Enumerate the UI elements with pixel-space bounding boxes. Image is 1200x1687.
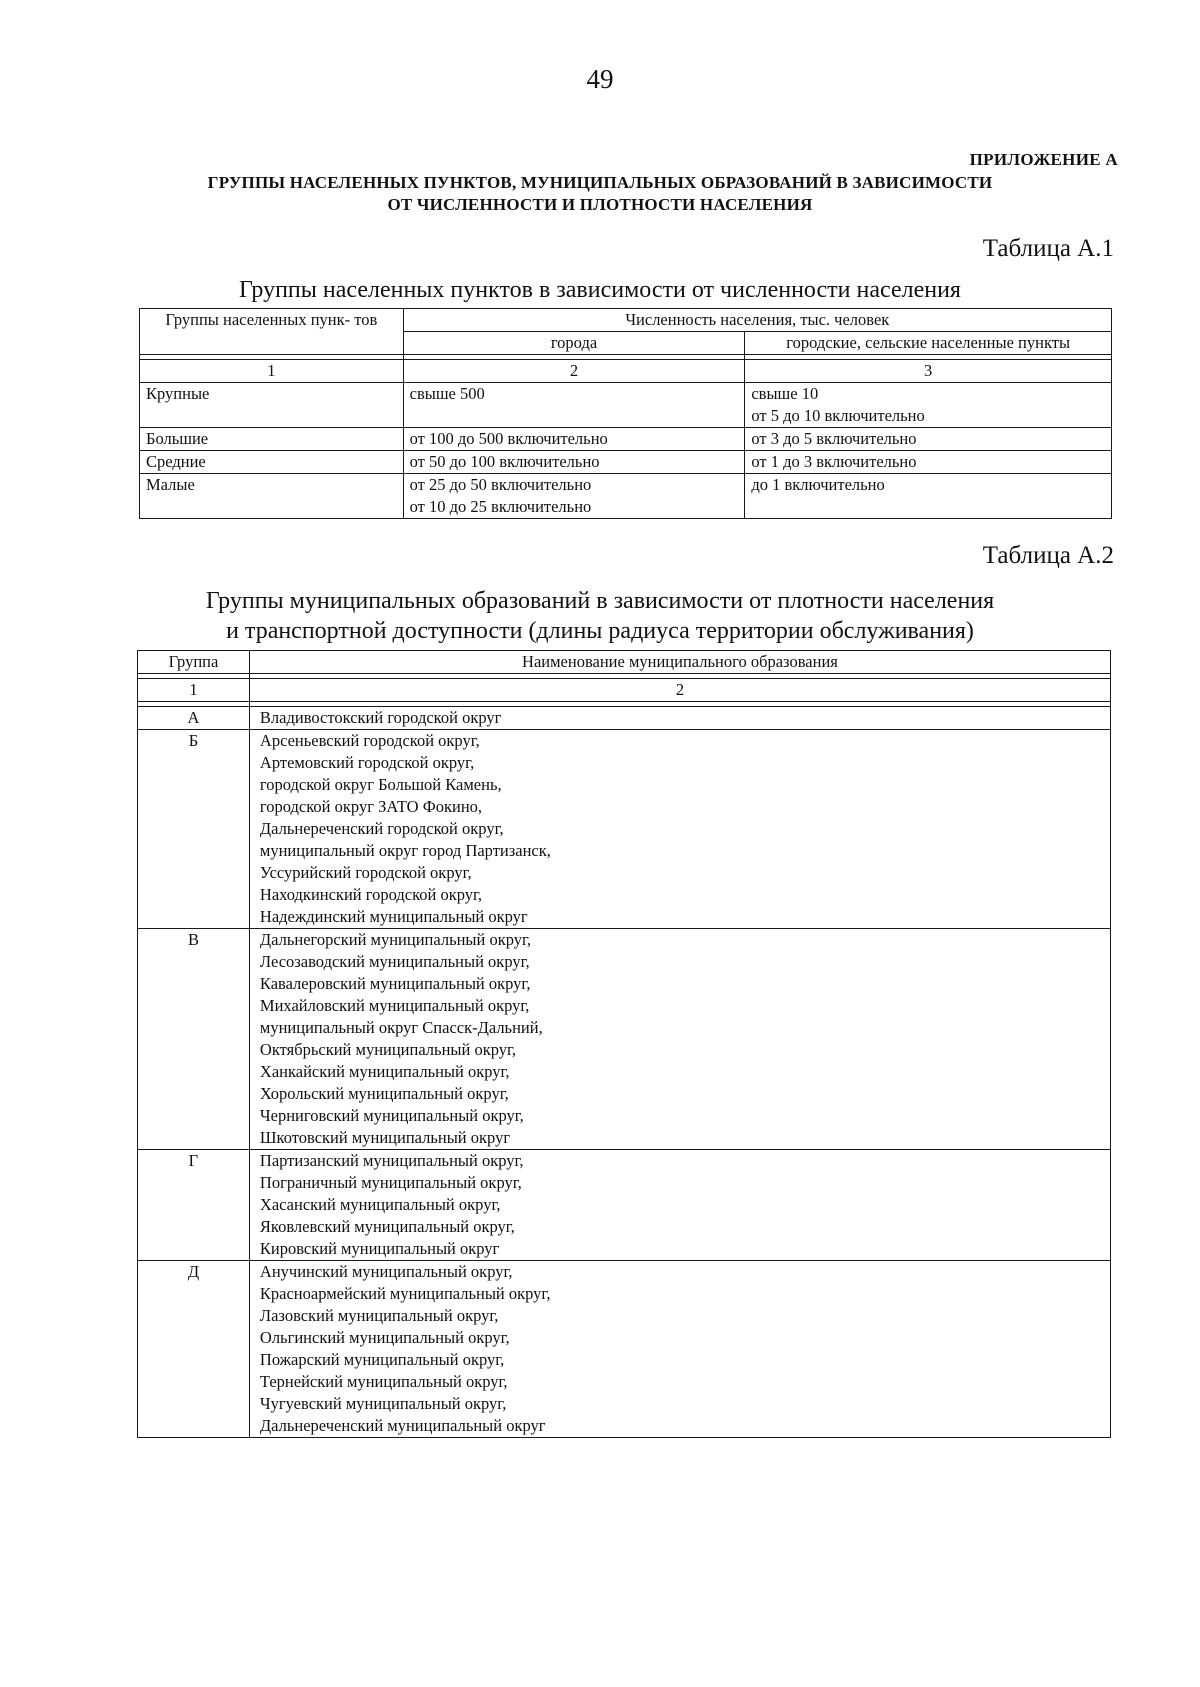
table-a2-label: Таблица А.2 [982, 542, 1114, 569]
municipality-name: Красноармейский муниципальный округ, [259, 1284, 551, 1303]
municipality-name: Шкотовский муниципальный округ [259, 1128, 511, 1147]
settlements-cell [745, 428, 1112, 451]
settlements-cell [745, 451, 1112, 474]
municipality-name: Находкинский городской округ, [259, 885, 483, 904]
municipality-name: Партизанский муниципальный округ, [259, 1151, 524, 1170]
municipality-name: муниципальный округ Спасск-Дальний, [259, 1018, 543, 1037]
municipality-name: Кировский муниципальный округ [259, 1239, 500, 1258]
municipality-name: Пограничный муниципальный округ, [259, 1173, 522, 1192]
col-number: 1 [140, 360, 404, 383]
group-cell: Г [138, 1150, 250, 1261]
col-number: 2 [249, 679, 1110, 702]
names-cell [249, 1261, 1110, 1438]
table-row [138, 1261, 1111, 1438]
group-cell: Б [138, 730, 250, 929]
municipality-name: Дальнереченский муниципальный округ [259, 1416, 546, 1435]
table-row [140, 451, 1112, 474]
municipality-name: Октябрьский муниципальный округ, [259, 1040, 517, 1059]
cell-line: от 25 до 50 включительно [409, 475, 592, 494]
table-row [138, 730, 1111, 929]
table-a1-caption: Группы населенных пунктов в зависимости от численности населения [239, 277, 961, 303]
group-cell: Д [138, 1261, 250, 1438]
table-a2 [137, 650, 1111, 1438]
municipality-name: Лесозаводский муниципальный округ, [259, 952, 530, 971]
municipality-name: Пожарский муниципальный округ, [259, 1350, 505, 1369]
header-group: Группа [138, 651, 250, 674]
header-settlements: городские, сельские населенные пункты [745, 332, 1112, 355]
group-cell: Большие [140, 428, 404, 451]
appendix-title [0, 172, 1200, 216]
table-row [138, 707, 1111, 730]
municipality-name: Лазовский муниципальный округ, [259, 1306, 499, 1325]
names-cell [249, 730, 1110, 929]
col-number: 2 [403, 360, 745, 383]
group-cell: А [138, 707, 250, 730]
header-cities: города [403, 332, 745, 355]
cell-line: от 10 до 25 включительно [409, 497, 592, 516]
table-row [140, 428, 1112, 451]
municipality-name: Артемовский городской округ, [259, 753, 475, 772]
table-a1-label: Таблица А.1 [982, 235, 1114, 262]
table-a2-caption [0, 586, 1200, 646]
group-cell: Малые [140, 474, 404, 519]
cell-line: свыше 500 [409, 384, 485, 403]
municipality-name: городской округ ЗАТО Фокино, [259, 797, 483, 816]
page-number: 49 [586, 64, 614, 94]
municipality-name: Арсеньевский городской округ, [259, 731, 480, 750]
cities-cell [403, 383, 745, 428]
municipality-name: Анучинский муниципальный округ, [259, 1262, 513, 1281]
cities-cell [403, 451, 745, 474]
municipality-name: Дальнегорский муниципальный округ, [259, 930, 532, 949]
table-a2-body [138, 707, 1111, 1438]
cities-cell [403, 428, 745, 451]
municipality-name: Владивостокский городской округ [259, 708, 502, 727]
municipality-name: Надеждинский муниципальный округ [259, 907, 528, 926]
municipality-name: городской округ Большой Камень, [259, 775, 502, 794]
cell-line: свыше 10 [751, 384, 819, 403]
col-number: 1 [138, 679, 250, 702]
table-row [140, 383, 1112, 428]
municipality-name: Михайловский муниципальный округ, [259, 996, 530, 1015]
municipality-name: Чугуевский муниципальный округ, [259, 1394, 507, 1413]
group-cell: Средние [140, 451, 404, 474]
settlements-cell [745, 383, 1112, 428]
appendix-title-line: ОТ ЧИСЛЕННОСТИ И ПЛОТНОСТИ НАСЕЛЕНИЯ [387, 195, 813, 214]
table-row [138, 929, 1111, 1150]
cell-line: от 1 до 3 включительно [751, 452, 917, 471]
cities-cell [403, 474, 745, 519]
table-row [140, 474, 1112, 519]
table-row [138, 1150, 1111, 1261]
cell-line: от 50 до 100 включительно [409, 452, 600, 471]
municipality-name: Яковлевский муниципальный округ, [259, 1217, 515, 1236]
col-number: 3 [745, 360, 1112, 383]
header-population: Численность населения, тыс. человек [403, 309, 1111, 332]
municipality-name: Черниговский муниципальный округ, [259, 1106, 524, 1125]
cell-line: до 1 включительно [751, 475, 885, 494]
group-cell: Крупные [140, 383, 404, 428]
header-groups: Группы населенных пунк- тов [140, 309, 404, 355]
municipality-name: Ольгинский муниципальный округ, [259, 1328, 510, 1347]
names-cell [249, 707, 1110, 730]
caption-line: Группы муниципальных образований в зависимости от плотности населения [205, 588, 995, 614]
municipality-name: Кавалеровский муниципальный округ, [259, 974, 531, 993]
table-a1 [139, 308, 1112, 519]
group-cell: В [138, 929, 250, 1150]
settlements-cell [745, 474, 1112, 519]
municipality-name: Уссурийский городской округ, [259, 863, 472, 882]
names-cell [249, 1150, 1110, 1261]
municipality-name: муниципальный округ город Партизанск, [259, 841, 551, 860]
cell-line: от 100 до 500 включительно [409, 429, 608, 448]
cell-line: от 3 до 5 включительно [751, 429, 917, 448]
municipality-name: Хорольский муниципальный округ, [259, 1084, 509, 1103]
cell-line: от 5 до 10 включительно [751, 406, 925, 425]
header-name: Наименование муниципального образования [249, 651, 1110, 674]
municipality-name: Ханкайский муниципальный округ, [259, 1062, 510, 1081]
names-cell [249, 929, 1110, 1150]
municipality-name: Хасанский муниципальный округ, [259, 1195, 501, 1214]
municipality-name: Тернейский муниципальный округ, [259, 1372, 508, 1391]
appendix-title-line: ГРУППЫ НАСЕЛЕННЫХ ПУНКТОВ, МУНИЦИПАЛЬНЫХ ОБРАЗОВАНИЙ В ЗАВИСИМОСТИ [207, 173, 993, 192]
caption-line: и транспортной доступности (длины радиуса территории обслуживания) [226, 618, 974, 644]
municipality-name: Дальнереченский городской округ, [259, 819, 504, 838]
appendix-label: ПРИЛОЖЕНИЕ А [969, 150, 1118, 169]
